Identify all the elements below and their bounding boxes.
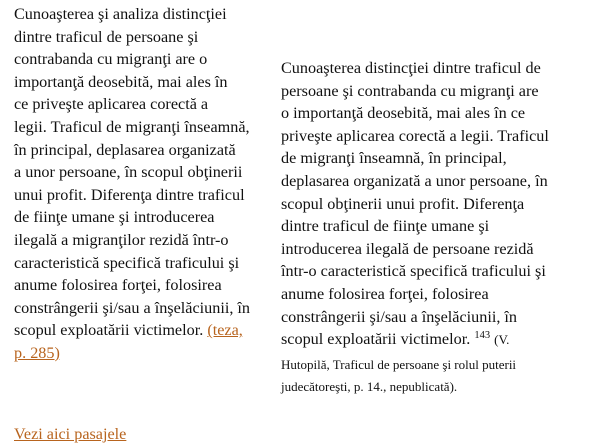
left-text-line: a unor persoane, în scopul obţinerii — [14, 163, 243, 182]
left-text-line-end: scopul exploatării victimelor. — [14, 321, 204, 340]
left-text-line: importanţă deosebită, mai ales în — [14, 72, 228, 91]
left-column-text — [14, 3, 284, 365]
left-text-line: în principal, deplasarea organizată — [14, 140, 236, 159]
left-text-line: Cunoaşterea şi analiza distincţiei — [14, 5, 227, 23]
thesis-reference-link-page[interactable]: p. 285) — [14, 343, 60, 362]
citation-line: Hutopilă, Traficul de persoane şi rolul puterii — [281, 356, 517, 372]
right-text-line: o importanţă deosebită, mai ales în ce — [281, 104, 526, 123]
citation-line: judecătoreşti, p. 14., nepublicată). — [281, 379, 458, 395]
right-text-line: scopul obţinerii unui profit. Diferenţa — [281, 194, 525, 213]
left-text-line: contrabanda cu migranţi are o — [14, 50, 208, 69]
left-text-line: ilegală a migranţilor rezidă într-o — [14, 230, 229, 249]
left-text-line: de fiinţe umane şi introducerea — [14, 208, 215, 227]
left-text-line: unui profit. Diferenţa dintre traficul — [14, 185, 245, 204]
left-text-line-link — [14, 342, 284, 365]
left-text-line: dintre traficul de persoane şi — [14, 27, 199, 46]
left-text-line: legii. Traficul de migranţi înseamnă, — [14, 117, 250, 136]
right-text-line: anume folosirea forţei, folosirea — [281, 284, 489, 303]
right-text-line: Cunoaşterea distincţiei dintre traficul de — [281, 59, 541, 77]
see-passages-link[interactable]: Vezi aici pasajele — [14, 425, 127, 443]
right-text-line: de migranţi înseamnă, în principal, — [281, 149, 507, 168]
left-text-line: anume folosirea forţei, folosirea — [14, 276, 222, 295]
right-text-line: deplasarea organizată a unor persoane, în — [281, 171, 548, 190]
right-text-line: persoane şi contrabanda cu migranţi are — [281, 81, 539, 100]
right-text-line-last — [281, 328, 599, 354]
thesis-reference-link[interactable]: (teza, — [207, 321, 243, 340]
left-text-line: ce priveşte aplicarea corectă a — [14, 95, 209, 114]
citation-start: (V. — [494, 332, 510, 348]
footnote-marker: 143 — [474, 330, 491, 342]
left-text-line: constrângerii şi/sau a înşelăciunii, în — [14, 298, 251, 317]
right-text-line: introducerea ilegală de persoane rezidă — [281, 239, 534, 258]
right-text-line-end: scopul exploatării victimelor. — [281, 330, 471, 349]
right-column-text — [281, 57, 599, 399]
right-text-line: priveşte aplicarea corectă a legii. Traficul — [281, 126, 549, 145]
right-text-line: dintre traficul de fiinţe umane şi — [281, 217, 490, 236]
right-text-line: constrângerii şi/sau a înşelăciunii, în — [281, 307, 518, 326]
left-text-line: caracteristică specifică traficului şi — [14, 253, 240, 272]
right-text-line: într-o caracteristică specifică traficului şi — [281, 262, 546, 281]
left-text-line-last — [14, 319, 284, 342]
